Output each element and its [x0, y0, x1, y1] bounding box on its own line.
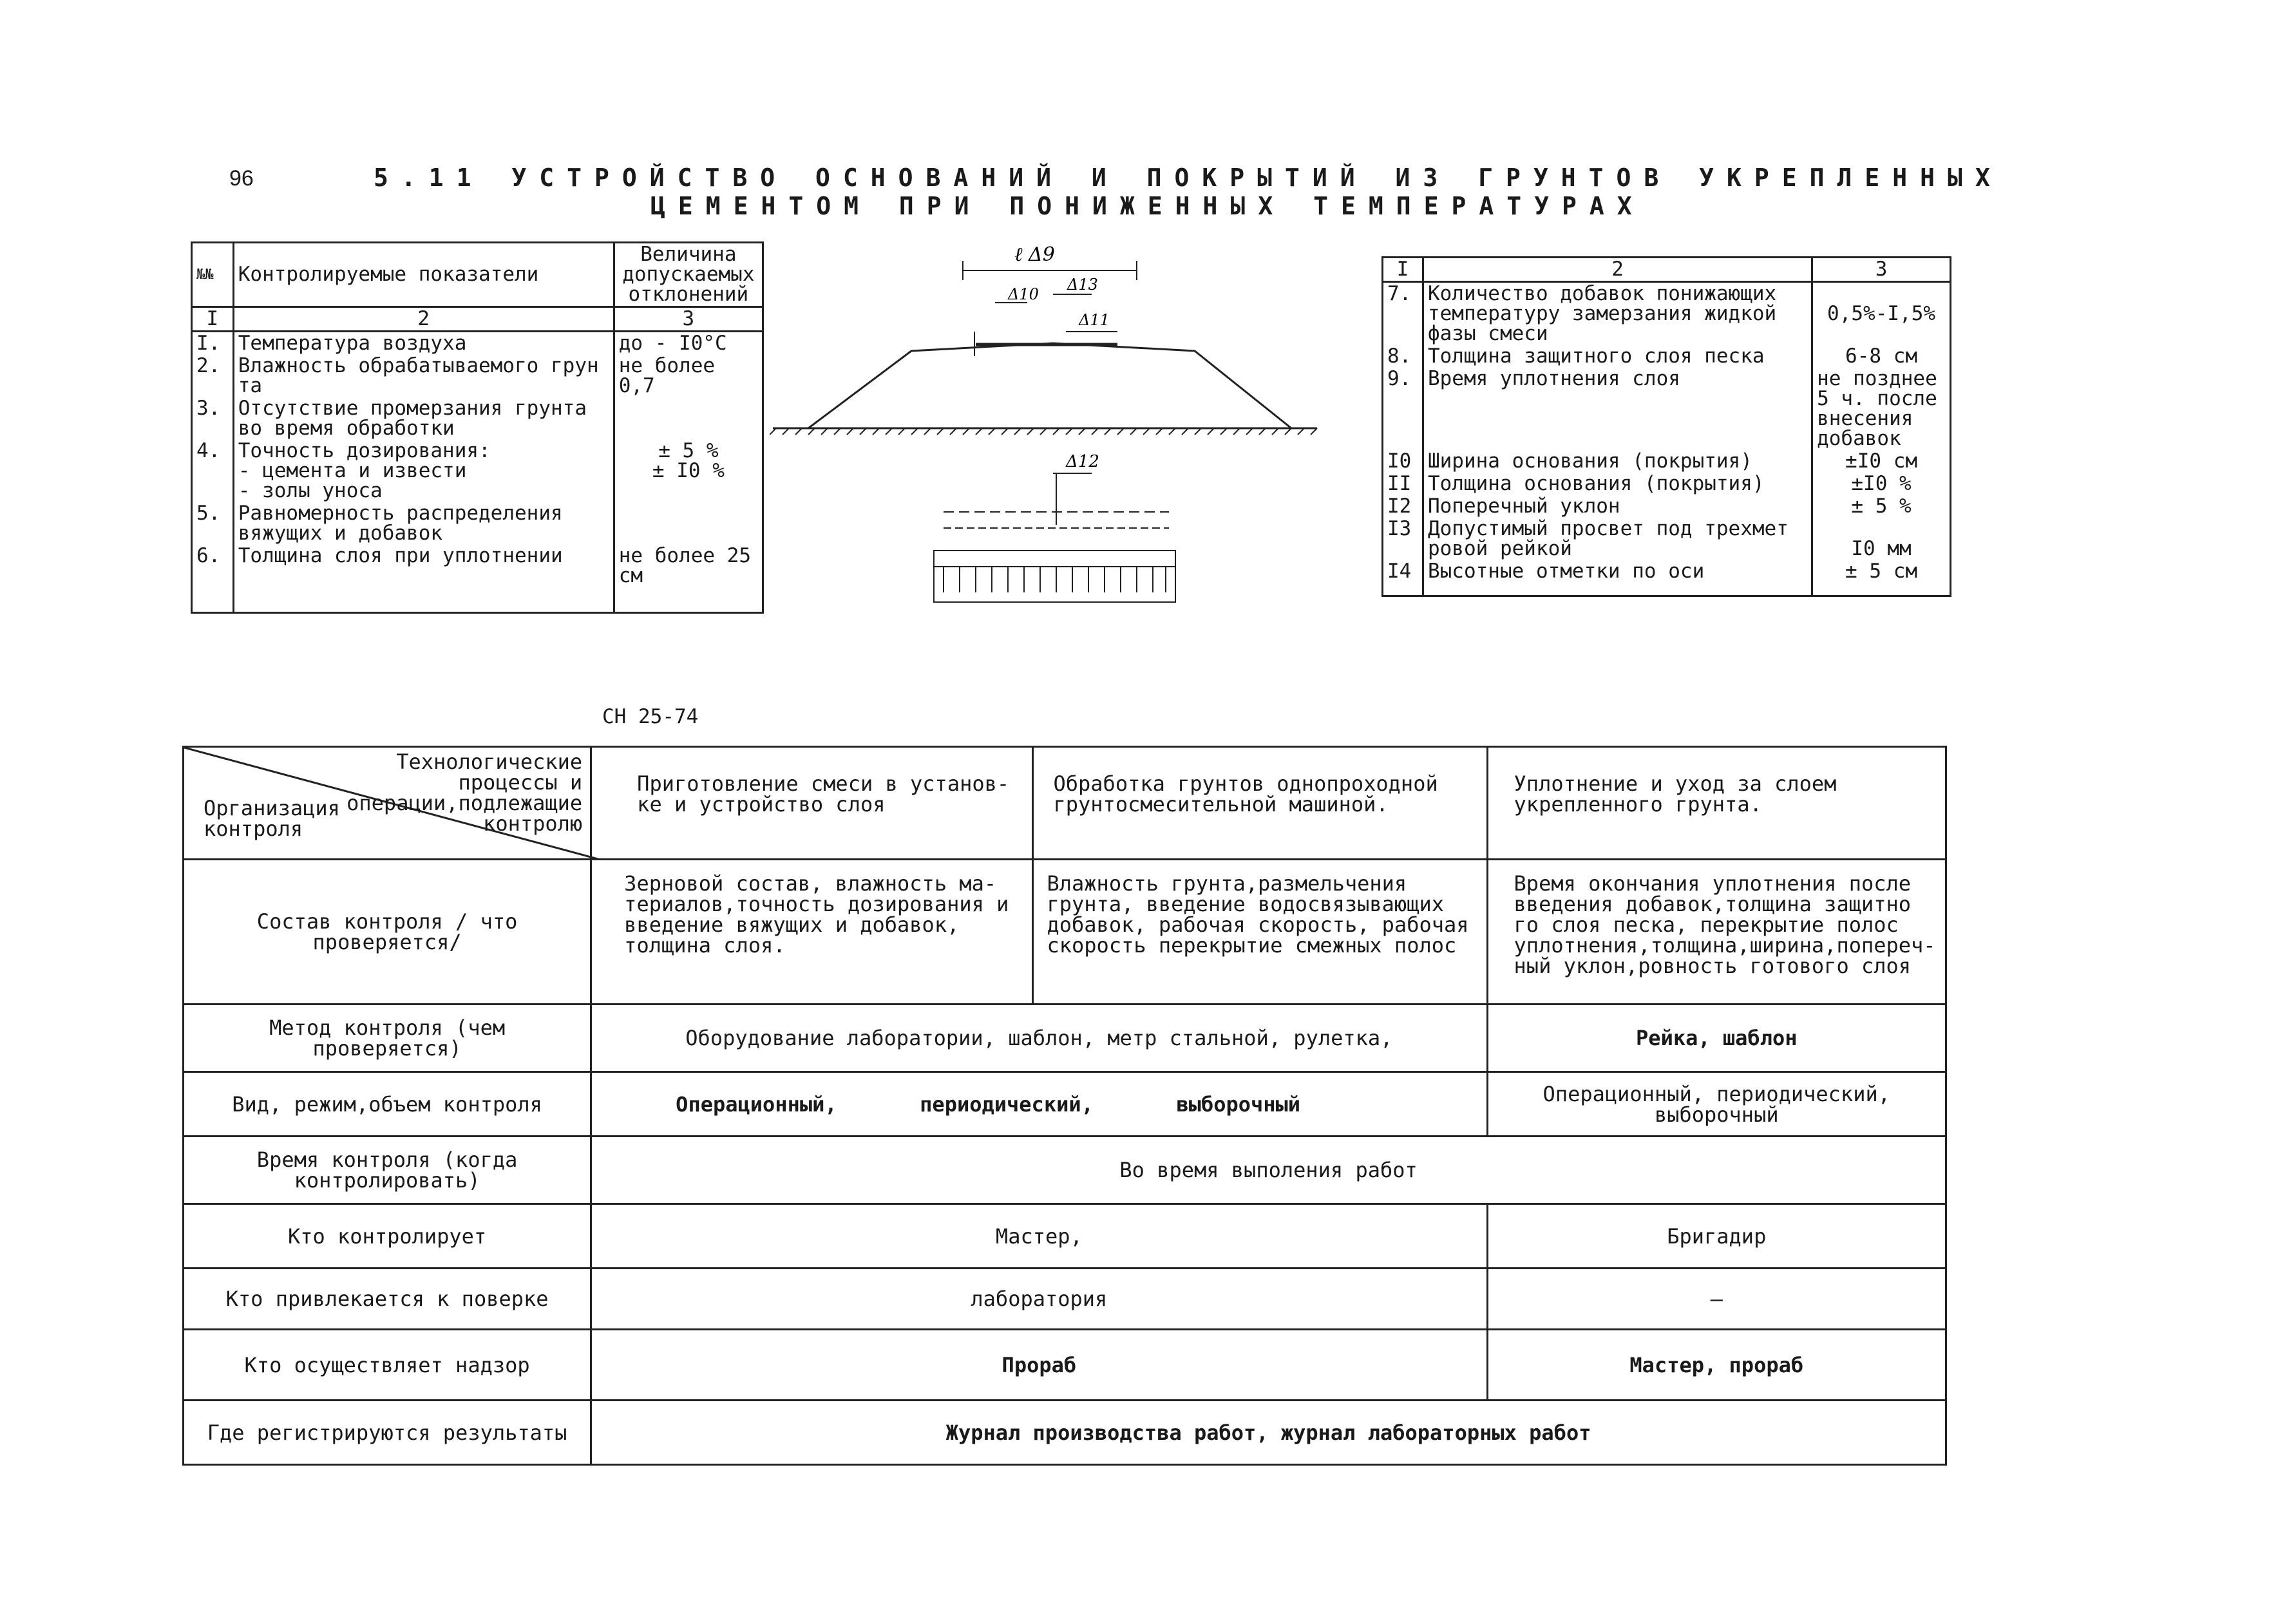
row-number: I3 [1383, 518, 1423, 560]
label-delta11: Δ11 [1079, 311, 1110, 329]
registry-cell: Журнал производства работ, журнал лабораторных работ [591, 1401, 1946, 1465]
method-cell: Рейка, шаблон [1487, 1005, 1946, 1072]
row-label: Вид, режим,объем контроля [184, 1072, 591, 1137]
process-header: Обработка грунтов однопроходной грунтосмесительной машиной. [1033, 747, 1487, 860]
row-value: не более 25 см [614, 545, 763, 613]
row-indicator: Высотные отметки по оси [1423, 560, 1812, 596]
mode-selective: выборочный [1176, 1091, 1301, 1117]
table-row [1383, 473, 1951, 495]
row-label: Время контроля (когда контролировать) [184, 1137, 591, 1204]
row-value: 6-8 см [1812, 345, 1951, 368]
row-value: не позднее 5 ч. после внесения добавок [1812, 368, 1951, 450]
row-label: Кто контролирует [184, 1204, 591, 1269]
corner-top-label: Технологические процессы и операции,подлежащие контролю [346, 750, 583, 836]
row-number: 6. [192, 545, 234, 613]
row-number: I0 [1383, 450, 1423, 473]
mode-periodic: периодический, [920, 1091, 1094, 1117]
method-cell: Оборудование лаборатории, шаблон, метр стальной, рулетка, [591, 1005, 1487, 1072]
left-indicators-table [191, 241, 764, 614]
col-number-label: I [1383, 258, 1423, 282]
row-indicator: Равномерность распределения вяжущих и добавок [233, 502, 614, 545]
right-indicators-table [1381, 256, 1951, 597]
who-cell: Мастер, [591, 1204, 1487, 1269]
composition-cell: Зерновой состав, влажность ма- териалов,точность дозирования и введение вяжущих и добавок, толщина слоя. [591, 860, 1033, 1005]
col-number-label: 2 [1423, 258, 1812, 282]
row-label: Метод контроля (чем проверяется) [184, 1005, 591, 1072]
supervision-cell: Мастер, прораб [1487, 1330, 1946, 1401]
row-number: 8. [1383, 345, 1423, 368]
table-row [1383, 345, 1951, 368]
mode-cell: Операционный, периодический, выборочный [1487, 1072, 1946, 1137]
col-num-header: №№ [192, 243, 234, 307]
table-row [192, 545, 763, 613]
control-organization-table [182, 746, 1947, 1466]
process-header: Приготовление смеси в установ- ке и устройство слоя [591, 747, 1033, 860]
page-title-line2: ЦЕМЕНТОМ ПРИ ПОНИЖЕННЫХ ТЕМПЕРАТУРАХ [650, 192, 1645, 220]
standard-reference: СН 25-74 [602, 705, 699, 728]
row-value: ± 5 % ± I0 % [614, 440, 763, 502]
row-indicator: Влажность обрабатываемого грун та [233, 355, 614, 397]
row-value [614, 397, 763, 440]
road-cross-section-diagram [770, 241, 1324, 615]
time-cell: Во время выполения работ [591, 1137, 1946, 1204]
row-indicator: Толщина защитного слоя песка [1423, 345, 1812, 368]
row-label: Состав контроля / что проверяется/ [184, 860, 591, 1005]
page-number: 96 [229, 166, 254, 191]
col-value-header: Величина допускаемых отклонений [614, 243, 763, 307]
row-number: II [1383, 473, 1423, 495]
table-row [1383, 368, 1951, 450]
col-number-label: 3 [1812, 258, 1951, 282]
row-value: не более 0,7 [614, 355, 763, 397]
row-indicator: Отсутствие промерзания грунта во время обработки [233, 397, 614, 440]
table-row [1383, 450, 1951, 473]
row-indicator: Время уплотнения слоя [1423, 368, 1812, 450]
composition-cell: Влажность грунта,размельчения грунта, введение водосвязывающих добавок, рабочая скорость, рабочая скорость перекрытие смежных полос [1033, 860, 1487, 1005]
row-value: I0 мм [1812, 518, 1951, 560]
col-number-label: 2 [233, 307, 614, 332]
row-indicator: Толщина основания (покрытия) [1423, 473, 1812, 495]
row-number: 9. [1383, 368, 1423, 450]
process-header: Уплотнение и уход за слоем укрепленного грунта. [1487, 747, 1946, 860]
row-number: I. [192, 332, 234, 355]
row-value: 0,5%-I,5% [1812, 282, 1951, 346]
row-number: 4. [192, 440, 234, 502]
mode-cell [591, 1072, 1487, 1137]
row-label: Кто привлекается к поверке [184, 1269, 591, 1330]
row-value: ±I0 % [1812, 473, 1951, 495]
table-row [192, 332, 763, 355]
row-number: I2 [1383, 495, 1423, 518]
row-value [614, 502, 763, 545]
row-number: 7. [1383, 282, 1423, 346]
involved-cell: — [1487, 1269, 1946, 1330]
col-name-header: Контролируемые показатели [233, 243, 614, 307]
row-indicator: Поперечный уклон [1423, 495, 1812, 518]
table-row [192, 502, 763, 545]
table-row [1383, 282, 1951, 346]
page-title: 5.11 УСТРОЙСТВО ОСНОВАНИЙ И ПОКРЫТИЙ ИЗ ГРУНТОВ УКРЕПЛЕННЫХ [374, 164, 2003, 192]
table-row [192, 397, 763, 440]
label-delta13: Δ13 [1067, 276, 1098, 294]
table-row [1383, 495, 1951, 518]
col-number-label: 3 [614, 307, 763, 332]
row-label: Где регистрируются результаты [184, 1401, 591, 1465]
row-indicator: Толщина слоя при уплотнении [233, 545, 614, 613]
mode-operational: Операционный, [676, 1091, 837, 1117]
row-number: 5. [192, 502, 234, 545]
row-indicator: Допустимый просвет под трехмет ровой рейкой [1423, 518, 1812, 560]
table-row [192, 355, 763, 397]
row-indicator: Точность дозирования: - цемента и извести - золы уноса [233, 440, 614, 502]
row-indicator: Ширина основания (покрытия) [1423, 450, 1812, 473]
row-value: ± 5 см [1812, 560, 1951, 596]
who-cell: Бригадир [1487, 1204, 1946, 1269]
row-number: I4 [1383, 560, 1423, 596]
row-indicator: Количество добавок понижающих температуру замерзания жидкой фазы смеси [1423, 282, 1812, 346]
corner-header [184, 747, 591, 860]
label-delta12: Δ12 [1066, 452, 1099, 471]
table-row [1383, 518, 1951, 560]
corner-bottom-label: Организация контроля [204, 796, 340, 841]
row-number: 3. [192, 397, 234, 440]
row-indicator: Температура воздуха [233, 332, 614, 355]
table-row [192, 440, 763, 502]
row-value: ± 5 % [1812, 495, 1951, 518]
col-number-label: I [192, 307, 234, 332]
supervision-cell: Прораб [591, 1330, 1487, 1401]
table-row [1383, 560, 1951, 596]
row-value: до - I0°C [614, 332, 763, 355]
label-delta10: Δ10 [1008, 285, 1039, 303]
row-label: Кто осуществляет надзор [184, 1330, 591, 1401]
label-delta9: ℓ Δ9 [1014, 243, 1055, 266]
involved-cell: лаборатория [591, 1269, 1487, 1330]
composition-cell: Время окончания уплотнения после введения добавок,толщина защитно го слоя песка, перекрытие полос уплотнения,толщина,ширина,попереч- ный уклон,ровность готового слоя [1487, 860, 1946, 1005]
row-number: 2. [192, 355, 234, 397]
row-value: ±I0 см [1812, 450, 1951, 473]
